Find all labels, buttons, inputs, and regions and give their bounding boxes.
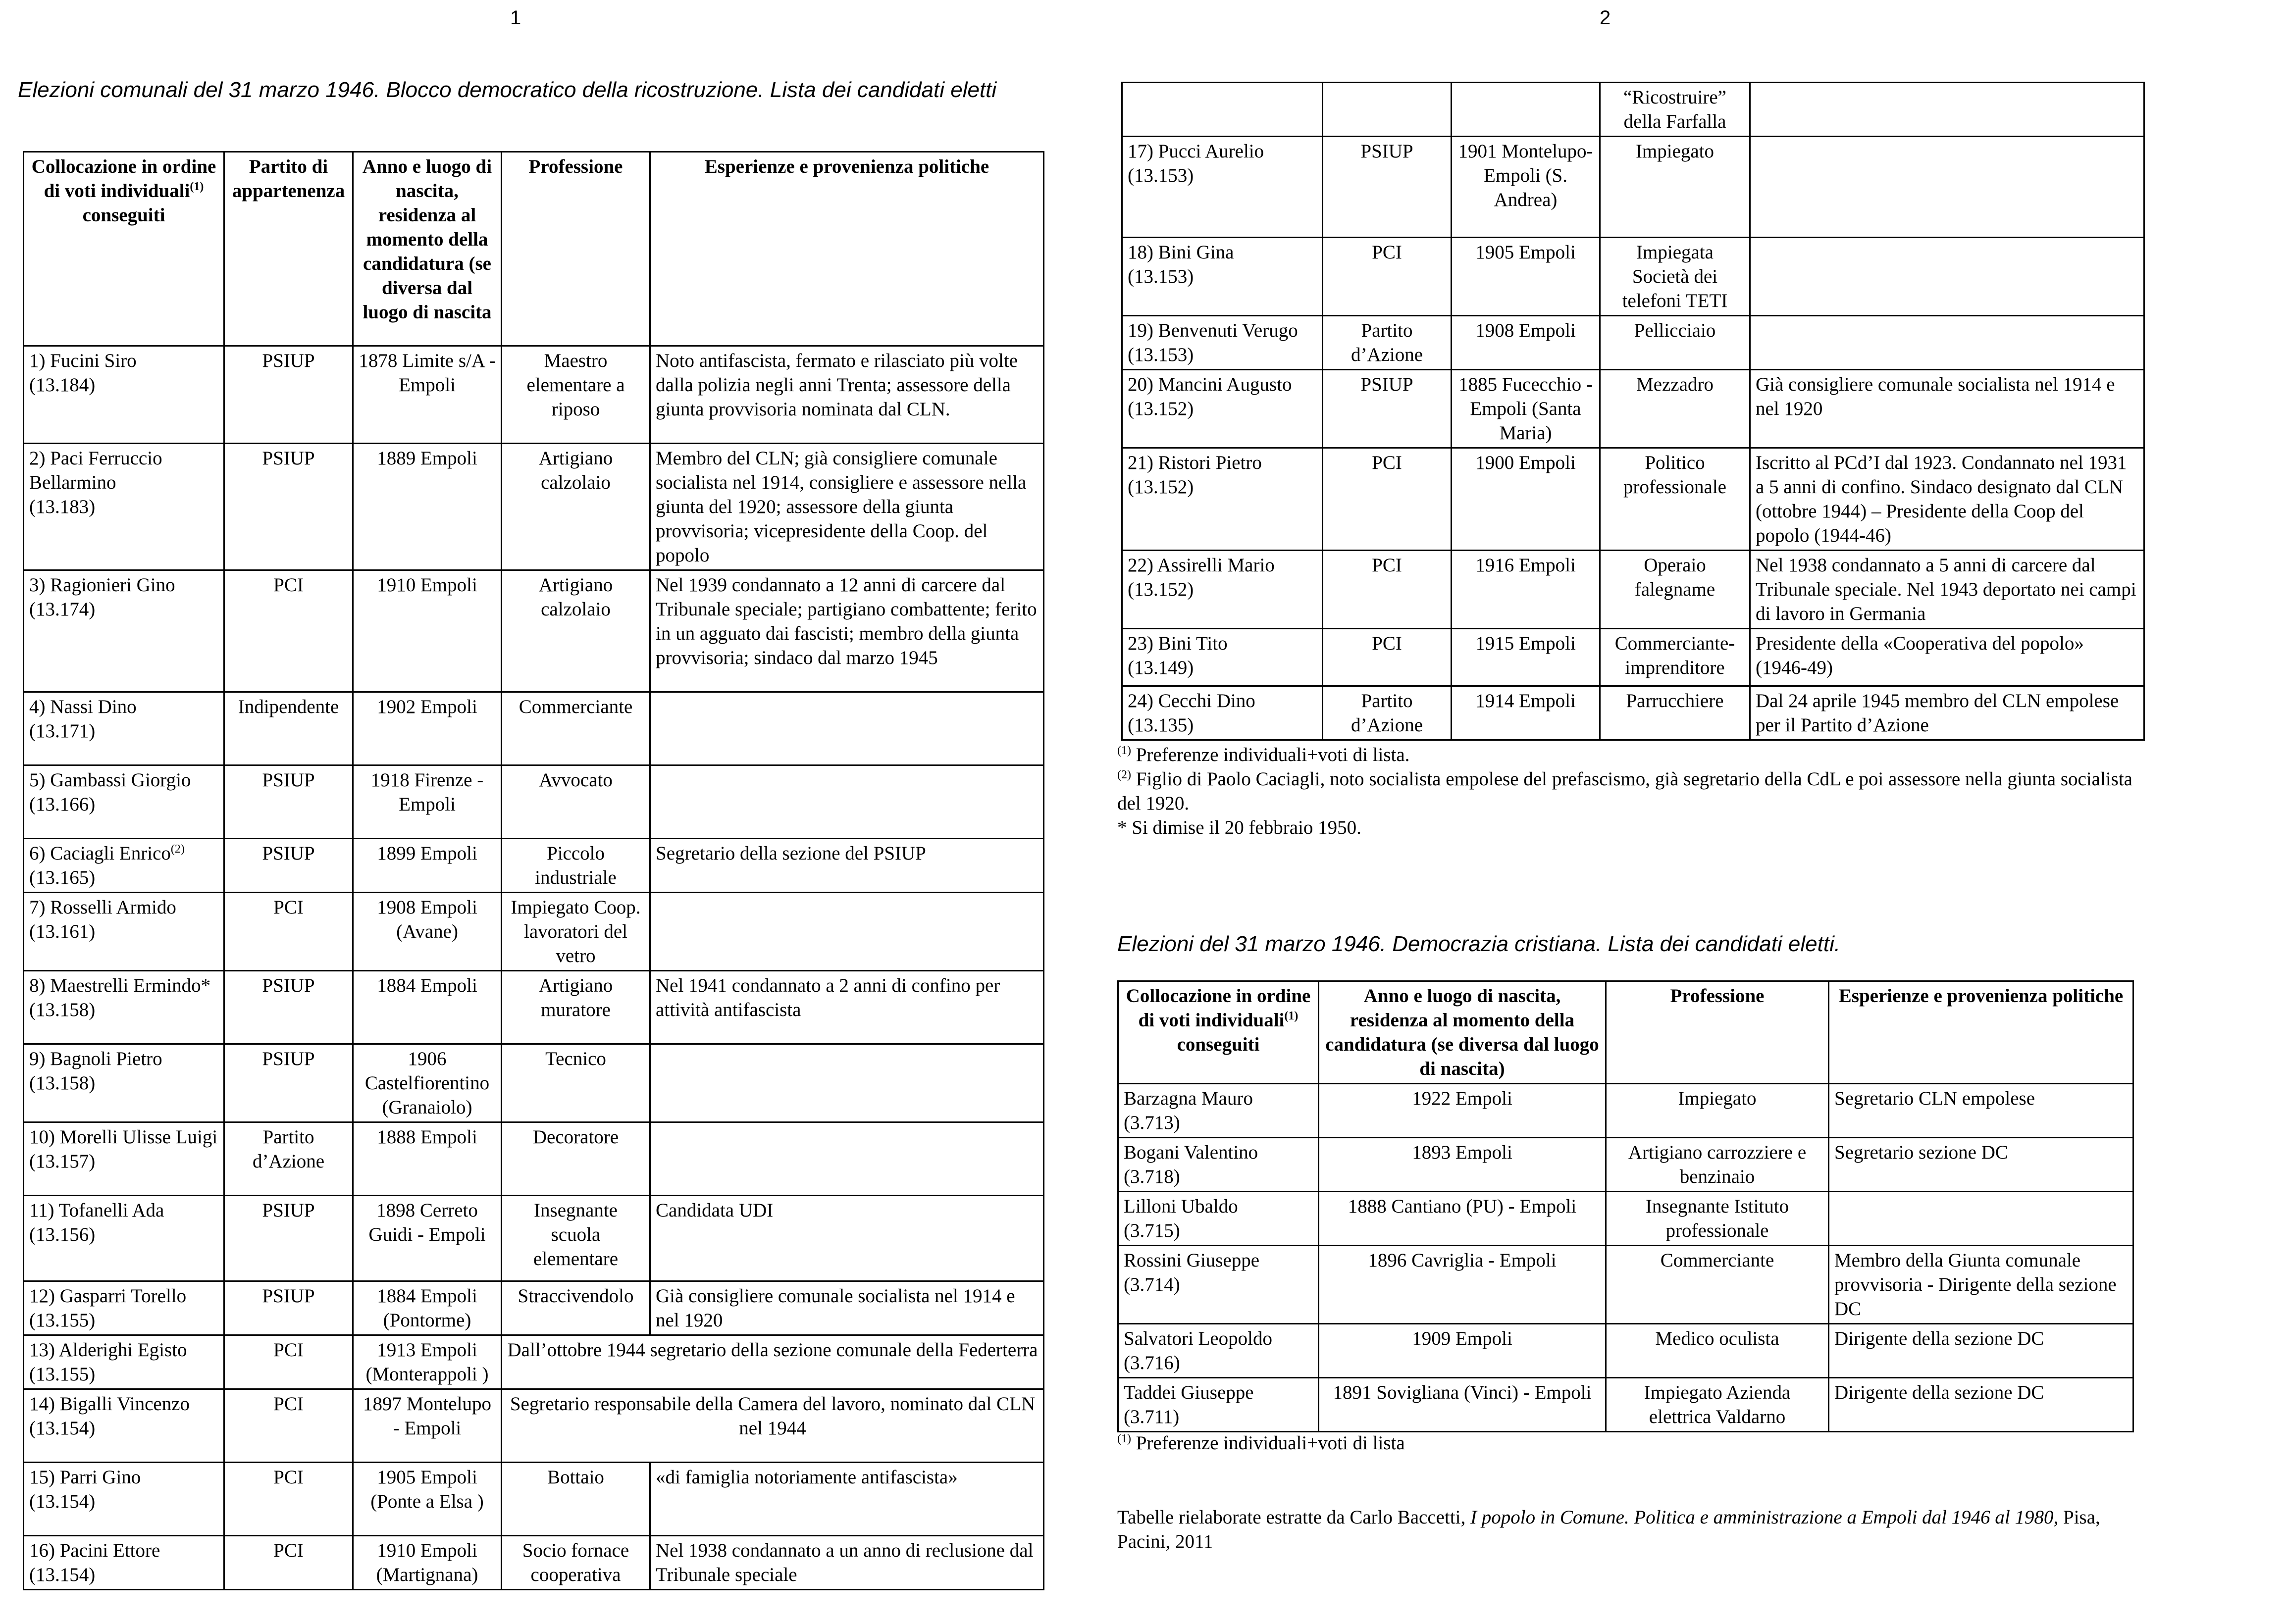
- candidate-votes: (13.153): [1128, 266, 1194, 287]
- table-row: [1122, 137, 2144, 238]
- cell-party: PSIUP: [224, 765, 353, 839]
- cell-profession: Impiegato Azienda elettrica Valdarno: [1606, 1378, 1829, 1432]
- cell-party: PSIUP: [224, 1196, 353, 1281]
- cell-birth: 1905 Empoli (Ponte a Elsa ): [353, 1463, 502, 1536]
- candidate-votes: (13.156): [29, 1224, 96, 1245]
- cell-experience: [650, 765, 1044, 839]
- candidate-name: Lilloni Ubaldo: [1124, 1196, 1238, 1217]
- candidate-name: Rossini Giuseppe: [1124, 1250, 1260, 1271]
- candidate-name: 2) Paci Ferruccio Bellarmino: [29, 448, 162, 493]
- table-row: [1122, 238, 2144, 316]
- table-row: [24, 1044, 1044, 1122]
- cell-candidate: [24, 839, 224, 893]
- table-row: [24, 971, 1044, 1044]
- blocco-continuation-table: [1121, 82, 2145, 741]
- cell-party: PCI: [1323, 551, 1452, 629]
- candidate-name: 20) Mancini Augusto: [1128, 374, 1292, 395]
- cell-party: PSIUP: [224, 444, 353, 570]
- cell-candidate: [24, 1196, 224, 1281]
- cell-birth: 1914 Empoli: [1452, 686, 1600, 740]
- candidate-votes: (13.152): [1128, 398, 1194, 419]
- candidate-votes: (13.154): [29, 1564, 96, 1585]
- cell-party: PSIUP: [224, 1044, 353, 1122]
- cell-candidate: [1118, 1378, 1319, 1432]
- cell-birth: [1452, 83, 1600, 137]
- cell-birth: 1898 Cerreto Guidi - Empoli: [353, 1196, 502, 1281]
- cell-experience: «di famiglia notoriamente antifascista»: [650, 1463, 1044, 1536]
- cell-party: PCI: [224, 893, 353, 971]
- candidate-votes: (3.713): [1124, 1112, 1180, 1133]
- cell-party: PSIUP: [1323, 137, 1452, 238]
- cell-profession: Straccivendolo: [502, 1281, 650, 1335]
- cell-birth: 1889 Empoli: [353, 444, 502, 570]
- table-row: [1122, 83, 2144, 137]
- candidate-name: Taddei Giuseppe: [1124, 1382, 1254, 1403]
- table-row: [24, 1335, 1044, 1389]
- candidate-name: 7) Rosselli Armido: [29, 897, 176, 918]
- cell-candidate: [1118, 1138, 1319, 1192]
- cell-experience: Presidente della «Cooperativa del popolo» (1946-49): [1750, 629, 2144, 686]
- cell-candidate: [1118, 1192, 1319, 1246]
- candidate-votes: (3.711): [1124, 1406, 1180, 1427]
- table-row: [1122, 686, 2144, 740]
- cell-birth: 1908 Empoli: [1452, 316, 1600, 370]
- cell-party: PCI: [1323, 448, 1452, 551]
- candidate-name: 1) Fucini Siro: [29, 350, 137, 371]
- dc-header-esperienze: Esperienze e provenienza politiche: [1829, 981, 2133, 1084]
- cell-party: Partito d’Azione: [1323, 316, 1452, 370]
- cell-profession: Impiegato: [1606, 1084, 1829, 1138]
- cell-birth: 1900 Empoli: [1452, 448, 1600, 551]
- candidate-name: 11) Tofanelli Ada: [29, 1200, 164, 1221]
- cell-experience: [1750, 316, 2144, 370]
- candidate-name: 14) Bigalli Vincenzo: [29, 1393, 190, 1415]
- candidate-name: 6) Caciagli Enrico: [29, 843, 171, 864]
- candidate-name: 10) Morelli Ulisse Luigi: [29, 1126, 218, 1148]
- candidate-name: 18) Bini Gina: [1128, 242, 1234, 263]
- dc-header-row: [1118, 981, 2133, 1084]
- cell-experience: Dal 24 aprile 1945 membro del CLN empolese per il Partito d’Azione: [1750, 686, 2144, 740]
- candidate-name: 24) Cecchi Dino: [1128, 690, 1255, 711]
- candidate-votes: (13.165): [29, 867, 96, 888]
- candidate-votes: (13.183): [29, 496, 96, 517]
- cell-experience: [1829, 1192, 2133, 1246]
- candidate-name: 9) Bagnoli Pietro: [29, 1048, 162, 1069]
- table-row: [1118, 1192, 2133, 1246]
- cell-experience: Noto antifascista, fermato e rilasciato più volte dalla polizia negli anni Trenta; assessore della giunta provvisoria nominata dal CLN.: [650, 346, 1044, 444]
- footnotes: [1117, 743, 2132, 840]
- cell-party: PCI: [224, 1389, 353, 1463]
- candidate-name: 8) Maestrelli Ermindo*: [29, 975, 211, 996]
- cell-candidate: [24, 1335, 224, 1389]
- cell-profession: Politico professionale: [1600, 448, 1750, 551]
- table-row: [1122, 316, 2144, 370]
- candidate-votes: (3.718): [1124, 1166, 1180, 1187]
- candidate-votes: (13.153): [1128, 344, 1194, 365]
- cell-experience: [650, 893, 1044, 971]
- cell-profession: Insegnante scuola elementare: [502, 1196, 650, 1281]
- cell-party: PCI: [224, 1463, 353, 1536]
- cell-experience: [650, 1122, 1044, 1196]
- table-row: [24, 1536, 1044, 1590]
- cell-profession: “Ricostruire” della Farfalla: [1600, 83, 1750, 137]
- table-row: [24, 444, 1044, 570]
- cell-profession: Artigiano calzolaio: [502, 444, 650, 570]
- cell-candidate: [1122, 238, 1323, 316]
- cell-experience: Segretario CLN empolese: [1829, 1084, 2133, 1138]
- candidate-votes: (13.154): [29, 1491, 96, 1512]
- cell-profession: Decoratore: [502, 1122, 650, 1196]
- cell-party: PCI: [1323, 629, 1452, 686]
- header-collocazione: Collocazione in ordine di voti individuali$^{(1)}$ conseguiti: [24, 152, 224, 346]
- cell-candidate: [1122, 448, 1323, 551]
- candidate-votes: (3.715): [1124, 1220, 1180, 1241]
- candidate-name: Salvatori Leopoldo: [1124, 1328, 1273, 1349]
- cell-birth: 1888 Empoli: [353, 1122, 502, 1196]
- cell-candidate: [1118, 1246, 1319, 1324]
- table-row: [24, 692, 1044, 765]
- cell-party: Indipendente: [224, 692, 353, 765]
- cell-profession: Artigiano muratore: [502, 971, 650, 1044]
- page-number-right: 2: [1600, 7, 1611, 29]
- cell-experience: Dirigente della sezione DC: [1829, 1324, 2133, 1378]
- cell-party: PSIUP: [224, 971, 353, 1044]
- table-row: [24, 1389, 1044, 1463]
- candidate-votes: (13.158): [29, 1072, 96, 1094]
- cell-experience: Dirigente della sezione DC: [1829, 1378, 2133, 1432]
- table-row: [24, 839, 1044, 893]
- cell-party: PSIUP: [224, 839, 353, 893]
- cell-profession: Mezzadro: [1600, 370, 1750, 448]
- cell-candidate: [24, 346, 224, 444]
- cell-candidate: [24, 1536, 224, 1590]
- table-row: [1122, 551, 2144, 629]
- cell-candidate: [24, 570, 224, 692]
- cell-party: PCI: [224, 1536, 353, 1590]
- cell-party: PCI: [224, 1335, 353, 1389]
- candidate-votes: (13.153): [1128, 165, 1194, 186]
- candidate-votes: (13.184): [29, 374, 96, 396]
- cell-profession: Commerciante: [1606, 1246, 1829, 1324]
- cell-birth: 1909 Empoli: [1319, 1324, 1606, 1378]
- cell-birth: 1878 Limite s/A - Empoli: [353, 346, 502, 444]
- cell-experience: [650, 1044, 1044, 1122]
- footnote-1: $^{(1)}$ Preferenze individuali+voti di lista.: [1117, 744, 1410, 765]
- page-number-left: 1: [510, 7, 521, 29]
- cell-experience: Membro della Giunta comunale provvisoria - Dirigente della sezione DC: [1829, 1246, 2133, 1324]
- cell-profession: Tecnico: [502, 1044, 650, 1122]
- cell-profession: Impiegato Coop. lavoratori del vetro: [502, 893, 650, 971]
- cell-experience: [1750, 238, 2144, 316]
- cell-party: [1323, 83, 1452, 137]
- candidate-name: 19) Benvenuti Verugo: [1128, 320, 1298, 341]
- cell-experience: Già consigliere comunale socialista nel 1914 e nel 1920: [650, 1281, 1044, 1335]
- cell-profession: Piccolo industriale: [502, 839, 650, 893]
- candidate-votes: (13.149): [1128, 657, 1194, 678]
- left-title: Elezioni comunali del 31 marzo 1946. Blocco democratico della ricostruzione. Lista dei candidati eletti: [18, 78, 997, 102]
- cell-candidate: [24, 1122, 224, 1196]
- cell-party: PCI: [224, 570, 353, 692]
- cell-birth: 1915 Empoli: [1452, 629, 1600, 686]
- cell-profession: Impiegato: [1600, 137, 1750, 238]
- cell-party: Partito d’Azione: [1323, 686, 1452, 740]
- cell-party: PSIUP: [224, 1281, 353, 1335]
- dc-title: Elezioni del 31 marzo 1946. Democrazia cristiana. Lista dei candidati eletti.: [1117, 932, 1841, 956]
- table-row: [1118, 1378, 2133, 1432]
- candidate-name: 21) Ristori Pietro: [1128, 452, 1262, 473]
- header-partito: Partito di appartenenza: [224, 152, 353, 346]
- cell-birth: 1884 Empoli (Pontorme): [353, 1281, 502, 1335]
- cell-experience: Membro del CLN; già consigliere comunale socialista nel 1914, consigliere e assessore nella giunta del 1920; assessore della giunta provvisoria; vicepresidente della Coop. del popolo: [650, 444, 1044, 570]
- candidate-votes: (13.152): [1128, 476, 1194, 498]
- candidate-name: 3) Ragionieri Gino: [29, 574, 175, 596]
- cell-birth: 1906 Castelfiorentino (Granaiolo): [353, 1044, 502, 1122]
- table-row: [1118, 1084, 2133, 1138]
- cell-birth: 1885 Fucecchio - Empoli (Santa Maria): [1452, 370, 1600, 448]
- footnote-3: * Si dimise il 20 febbraio 1950.: [1117, 817, 1361, 838]
- candidate-votes: (13.158): [29, 999, 96, 1020]
- cell-experience: Candidata UDI: [650, 1196, 1044, 1281]
- footnote-ref: (2): [170, 843, 185, 856]
- candidate-name: Barzagna Mauro: [1124, 1088, 1253, 1109]
- table-row: [24, 1281, 1044, 1335]
- table-row: [24, 570, 1044, 692]
- cell-birth: 1899 Empoli: [353, 839, 502, 893]
- cell-candidate: [24, 444, 224, 570]
- table-row: [1122, 448, 2144, 551]
- cell-candidate: [24, 765, 224, 839]
- candidate-name: 12) Gasparri Torello: [29, 1285, 187, 1307]
- cell-profession: Socio fornace cooperativa: [502, 1536, 650, 1590]
- table-row: [1118, 1246, 2133, 1324]
- cell-profession: Commerciante-imprenditore: [1600, 629, 1750, 686]
- candidate-name: 13) Alderighi Egisto: [29, 1339, 187, 1361]
- table-header-row: [24, 152, 1044, 346]
- candidate-votes: (3.716): [1124, 1352, 1180, 1373]
- cell-candidate: [24, 692, 224, 765]
- cell-profession: Avvocato: [502, 765, 650, 839]
- cell-birth: 1908 Empoli (Avane): [353, 893, 502, 971]
- cell-profession: Insegnante Istituto professionale: [1606, 1192, 1829, 1246]
- cell-birth: 1916 Empoli: [1452, 551, 1600, 629]
- cell-candidate: [24, 971, 224, 1044]
- cell-birth: 1902 Empoli: [353, 692, 502, 765]
- cell-experience: Nel 1938 condannato a un anno di reclusione dal Tribunale speciale: [650, 1536, 1044, 1590]
- table-row: [24, 1122, 1044, 1196]
- cell-candidate: [24, 1044, 224, 1122]
- cell-party: PCI: [1323, 238, 1452, 316]
- table-row: [24, 1463, 1044, 1536]
- candidate-name: 22) Assirelli Mario: [1128, 555, 1275, 576]
- dc-header-collocazione: Collocazione in ordine di voti individuali$^{(1)}$ conseguiti: [1118, 981, 1319, 1084]
- cell-profession: Medico oculista: [1606, 1324, 1829, 1378]
- cell-experience: [650, 692, 1044, 765]
- cell-birth: 1888 Cantiano (PU) - Empoli: [1319, 1192, 1606, 1246]
- header-esperienze: Esperienze e provenienza politiche: [650, 152, 1044, 346]
- cell-birth: 1910 Empoli (Martignana): [353, 1536, 502, 1590]
- cell-candidate: [1122, 686, 1323, 740]
- candidate-votes: (13.161): [29, 921, 96, 942]
- cell-birth: 1910 Empoli: [353, 570, 502, 692]
- candidate-name: Bogani Valentino: [1124, 1142, 1258, 1163]
- cell-experience: [1750, 83, 2144, 137]
- candidate-name: 17) Pucci Aurelio: [1128, 141, 1264, 162]
- cell-candidate: [1122, 83, 1323, 137]
- candidate-name: 16) Pacini Ettore: [29, 1540, 160, 1561]
- cell-profession: Commerciante: [502, 692, 650, 765]
- cell-profession: Artigiano calzolaio: [502, 570, 650, 692]
- header-professione: Professione: [502, 152, 650, 346]
- cell-party: Partito d’Azione: [224, 1122, 353, 1196]
- candidate-votes: (13.155): [29, 1364, 96, 1385]
- cell-experience: Nel 1938 condannato a 5 anni di carcere dal Tribunale speciale. Nel 1943 deportato nei campi di lavoro in Germania: [1750, 551, 2144, 629]
- cell-birth: 1884 Empoli: [353, 971, 502, 1044]
- cell-birth: 1891 Sovigliana (Vinci) - Empoli: [1319, 1378, 1606, 1432]
- cell-profession: Impiegata Società dei telefoni TETI: [1600, 238, 1750, 316]
- cell-candidate: [24, 1463, 224, 1536]
- candidate-votes: (13.166): [29, 794, 96, 815]
- cell-experience: Nel 1941 condannato a 2 anni di confino per attività antifascista: [650, 971, 1044, 1044]
- cell-profession: Artigiano carrozziere e benzinaio: [1606, 1138, 1829, 1192]
- blocco-table: [23, 151, 1044, 1590]
- table-row: [24, 893, 1044, 971]
- cell-birth: 1905 Empoli: [1452, 238, 1600, 316]
- cell-candidate: [1118, 1084, 1319, 1138]
- cell-profession: Parrucchiere: [1600, 686, 1750, 740]
- table-row: [1118, 1324, 2133, 1378]
- dc-table: [1117, 980, 2134, 1432]
- cell-profession: Operaio falegname: [1600, 551, 1750, 629]
- cell-experience: Segretario responsabile della Camera del lavoro, nominato dal CLN nel 1944: [502, 1389, 1044, 1463]
- cell-party: PSIUP: [224, 346, 353, 444]
- candidate-votes: (13.154): [29, 1418, 96, 1439]
- footnote-2: $^{(2)}$ Figlio di Paolo Caciagli, noto socialista empolese del prefascismo, già segretario della CdL e poi assessore nella giunta socialista del 1920.: [1117, 768, 2132, 814]
- cell-candidate: [1122, 629, 1323, 686]
- cell-candidate: [1122, 316, 1323, 370]
- candidate-name: 15) Parri Gino: [29, 1467, 141, 1488]
- candidate-votes: (13.157): [29, 1151, 96, 1172]
- candidate-name: 5) Gambassi Giorgio: [29, 769, 191, 791]
- candidate-votes: (13.171): [29, 720, 96, 742]
- candidate-votes: (13.155): [29, 1310, 96, 1331]
- source-credit: Tabelle rielaborate estratte da Carlo Baccetti, I popolo in Comune. Politica e amministrazione a Empoli dal 1946 al 1980, Pisa, Pacini, 2011: [1117, 1507, 2100, 1552]
- cell-birth: 1893 Empoli: [1319, 1138, 1606, 1192]
- candidate-name: 4) Nassi Dino: [29, 696, 137, 717]
- table-row: [1122, 629, 2144, 686]
- cell-candidate: [1118, 1324, 1319, 1378]
- candidate-votes: (3.714): [1124, 1274, 1180, 1295]
- table-row: [24, 1196, 1044, 1281]
- cell-profession: Maestro elementare a riposo: [502, 346, 650, 444]
- cell-candidate: [24, 893, 224, 971]
- cell-experience: Dall’ottobre 1944 segretario della sezione comunale della Federterra: [502, 1335, 1044, 1389]
- cell-candidate: [24, 1281, 224, 1335]
- cell-candidate: [1122, 370, 1323, 448]
- cell-birth: 1922 Empoli: [1319, 1084, 1606, 1138]
- table-row: [24, 765, 1044, 839]
- cell-birth: 1897 Montelupo - Empoli: [353, 1389, 502, 1463]
- table-row: [1122, 370, 2144, 448]
- candidate-votes: (13.174): [29, 599, 96, 620]
- candidate-name: 23) Bini Tito: [1128, 633, 1228, 654]
- cell-profession: Bottaio: [502, 1463, 650, 1536]
- cell-candidate: [1122, 137, 1323, 238]
- cell-experience: [1750, 137, 2144, 238]
- cell-candidate: [1122, 551, 1323, 629]
- cell-experience: Già consigliere comunale socialista nel 1914 e nel 1920: [1750, 370, 2144, 448]
- dc-footnote: $^{(1)}$ Preferenze individuali+voti di lista: [1117, 1432, 1405, 1454]
- cell-birth: 1913 Empoli (Monterappoli ): [353, 1335, 502, 1389]
- cell-experience: Iscritto al PCd’I dal 1923. Condannato nel 1931 a 5 anni di confino. Sindaco designato dal CLN (ottobre 1944) – Presidente della Coop del popolo (1944-46): [1750, 448, 2144, 551]
- cell-profession: Pellicciaio: [1600, 316, 1750, 370]
- cell-birth: 1896 Cavriglia - Empoli: [1319, 1246, 1606, 1324]
- dc-header-professione: Professione: [1606, 981, 1829, 1084]
- table-row: [24, 346, 1044, 444]
- cell-candidate: [24, 1389, 224, 1463]
- dc-header-nascita: Anno e luogo di nascita, residenza al momento della candidatura (se diversa dal luogo di nascita): [1319, 981, 1606, 1084]
- cell-experience: Nel 1939 condannato a 12 anni di carcere dal Tribunale speciale; partigiano combattente; ferito in un agguato dai fascisti; membro della giunta provvisoria; sindaco dal marzo 1945: [650, 570, 1044, 692]
- cell-experience: Segretario della sezione del PSIUP: [650, 839, 1044, 893]
- cell-birth: 1918 Firenze - Empoli: [353, 765, 502, 839]
- cell-birth: 1901 Montelupo-Empoli (S. Andrea): [1452, 137, 1600, 238]
- candidate-votes: (13.152): [1128, 579, 1194, 600]
- cell-party: PSIUP: [1323, 370, 1452, 448]
- table-row: [1118, 1138, 2133, 1192]
- header-nascita: Anno e luogo di nascita, residenza al momento della candidatura (se diversa dal luogo di nascita: [353, 152, 502, 346]
- candidate-votes: (13.135): [1128, 714, 1194, 736]
- cell-experience: Segretario sezione DC: [1829, 1138, 2133, 1192]
